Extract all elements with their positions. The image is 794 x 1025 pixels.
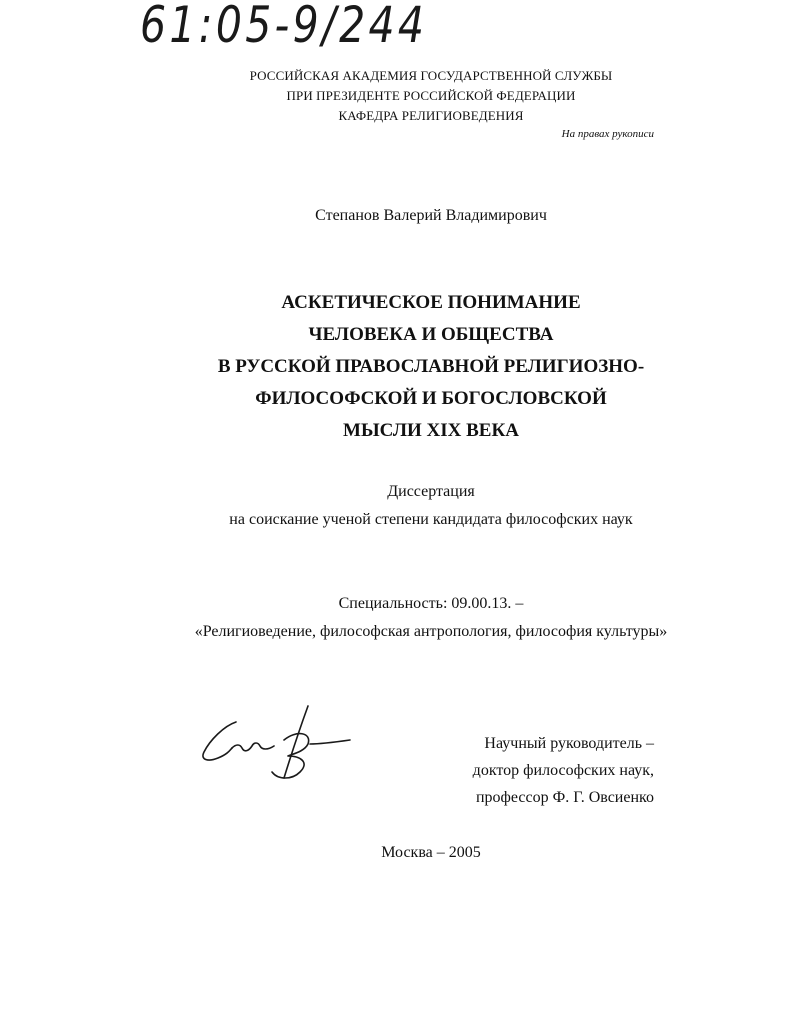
archive-stamp: 61:05-9/244 (140, 0, 428, 54)
specialty-line-1: Специальность: 09.00.13. – (338, 595, 524, 612)
title-line-1: АСКЕТИЧЕСКОЕ ПОНИМАНИЕ (281, 292, 581, 313)
adviser-name: профессор Ф. Г. Овсиенко (475, 789, 654, 806)
institution-header (0, 66, 794, 126)
institution-line-2: ПРИ ПРЕЗИДЕНТЕ РОССИЙСКОЙ ФЕДЕРАЦИИ (286, 88, 576, 103)
rights-note: На правах рукописи (561, 128, 654, 140)
scientific-adviser (473, 730, 654, 811)
work-type-line-2: на соискание ученой степени кандидата философских наук (229, 511, 633, 528)
title-line-3: В РУССКОЙ ПРАВОСЛАВНОЙ РЕЛИГИОЗНО- (217, 356, 645, 377)
specialty (0, 590, 794, 646)
title-line-4: ФИЛОСОФСКОЙ И БОГОСЛОВСКОЙ (255, 388, 607, 409)
specialty-line-2: «Религиоведение, философская антропология, философия культуры» (194, 623, 668, 640)
dissertation-title (0, 287, 794, 447)
place-year: Москва – 2005 (381, 844, 481, 861)
title-line-2: ЧЕЛОВЕКА И ОБЩЕСТВА (308, 324, 554, 345)
institution-line-1: РОССИЙСКАЯ АКАДЕМИЯ ГОСУДАРСТВЕННОЙ СЛУЖБЫ (249, 68, 613, 83)
title-line-5: МЫСЛИ XIX ВЕКА (343, 420, 519, 441)
adviser-role: Научный руководитель – (484, 735, 654, 752)
work-type-line-1: Диссертация (387, 483, 475, 500)
adviser-degree: доктор философских наук, (472, 762, 654, 779)
author-name: Степанов Валерий Владимирович (315, 207, 547, 224)
institution-line-3: КАФЕДРА РЕЛИГИОВЕДЕНИЯ (338, 108, 524, 123)
signature-icon (196, 700, 356, 795)
work-type (0, 478, 794, 534)
